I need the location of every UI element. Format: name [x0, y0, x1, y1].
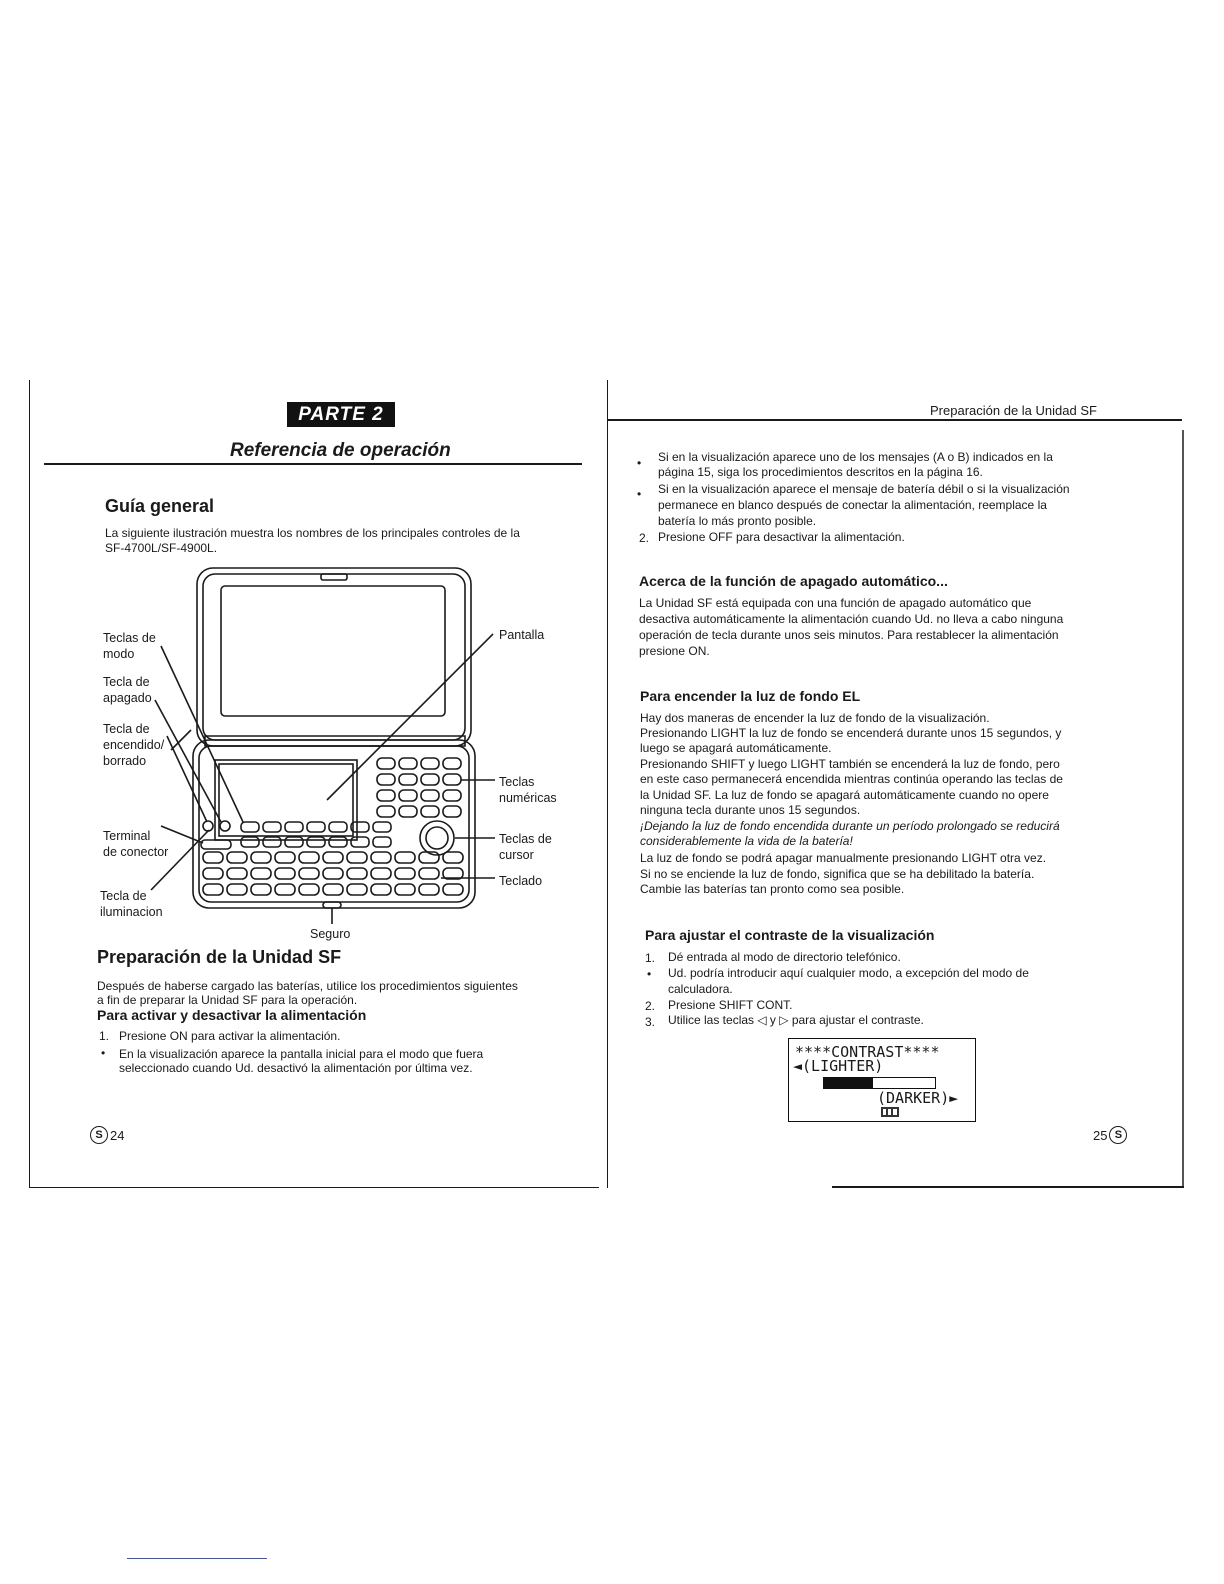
label-teclas-cursor: cursor: [499, 848, 534, 862]
guia-text-line: La siguiente ilustración muestra los nombres de los principales controles de la: [105, 526, 520, 540]
page-number-text: 25: [1093, 1127, 1108, 1143]
luz-line: Presionando SHIFT y luego LIGHT también se encenderá la luz de fondo, pero: [640, 757, 1060, 771]
luz-warning-line: ¡Dejando la luz de fondo encendida durante un período prolongado se reducirá: [640, 819, 1060, 833]
step-number: 3.: [645, 1015, 656, 1029]
bottom-link-line: [127, 1558, 267, 1559]
label-teclas-numericas: Teclas: [499, 775, 535, 789]
contraste-step-1: Dé entrada al modo de directorio telefónico.: [668, 950, 901, 964]
label-pantalla: Pantalla: [499, 628, 545, 642]
contraste-heading: Para ajustar el contraste de la visualización: [645, 927, 935, 943]
guia-general-heading: Guía general: [105, 496, 215, 516]
luz-line: Si no se enciende la luz de fondo, significa que se ha debilitado la batería.: [640, 867, 1035, 881]
running-header: Preparación de la Unidad SF: [930, 403, 1097, 418]
right-header-rule: [607, 419, 1182, 421]
luz-line: Hay dos maneras de encender la luz de fondo de la visualización.: [640, 711, 990, 725]
luz-line: ninguna tecla durante unos 15 segundos.: [640, 803, 861, 817]
device-illustration: [95, 560, 575, 950]
right-bullet-line: batería lo más pronto posible.: [658, 514, 817, 528]
bullet: •: [647, 967, 652, 981]
right-bullet-line: permanece en blanco después de conectar la alimentación, reemplace la: [658, 498, 1047, 512]
luz-line: La luz de fondo se podrá apagar manualmente presionando LIGHT otra vez.: [640, 851, 1047, 865]
activar-bullet-line: seleccionado cuando Ud. desactivó la alimentación por última vez.: [119, 1061, 473, 1075]
bullet: •: [637, 456, 642, 470]
label-tecla-apagado: Tecla de: [103, 675, 150, 689]
prep-text-line: Después de haberse cargado las baterías, utilice los procedimientos siguientes: [97, 979, 518, 993]
luz-heading: Para encender la luz de fondo EL: [640, 688, 861, 704]
label-terminal-conector: Terminal: [103, 829, 151, 843]
label-tecla-encendido: borrado: [103, 754, 147, 768]
page-symbol: S: [1109, 1126, 1127, 1144]
luz-warning-line: considerablemente la vida de la batería!: [640, 834, 853, 848]
contrast-lcd-display: [788, 1038, 976, 1122]
luz-line: Presionando LIGHT la luz de fondo se encenderá durante unos 15 segundos, y: [640, 726, 1062, 740]
right-bullet-line: Si en la visualización aparece uno de los mensajes (A o B) indicados en la: [658, 450, 1053, 464]
activar-step-1: Presione ON para activar la alimentación.: [119, 1029, 341, 1043]
label-teclado: Teclado: [499, 874, 543, 888]
page-number-text: 24: [110, 1127, 125, 1143]
lcd-line-lighter: ◄(LIGHTER): [793, 1057, 884, 1075]
label-terminal-conector: de conector: [103, 845, 169, 859]
center-fold: [607, 380, 608, 1188]
label-teclas-modo: Teclas de: [103, 631, 156, 645]
prep-heading: Preparación de la Unidad SF: [97, 947, 342, 967]
left-page-number: [90, 1126, 124, 1144]
contrast-level-fill: [823, 1078, 873, 1088]
label-tecla-iluminacion: Tecla de: [100, 889, 147, 903]
step-number: 2.: [645, 999, 656, 1013]
contrast-level-bar: [823, 1077, 936, 1089]
label-teclas-modo: modo: [103, 647, 135, 661]
lcd-mode-icon: [881, 1107, 899, 1117]
left-page-bottom-border: [29, 1187, 599, 1188]
right-bullet-line: página 15, siga los procedimientos descritos en la página 16.: [658, 465, 983, 479]
step-number: 2.: [639, 531, 650, 545]
luz-line: en este caso permanecerá encendida mientras continúa operando las teclas de: [640, 772, 1063, 786]
label-teclas-cursor: Teclas de: [499, 832, 552, 846]
activar-bullet-line: En la visualización aparece la pantalla inicial para el modo que fuera: [119, 1047, 484, 1061]
page-symbol: S: [90, 1126, 108, 1144]
lcd-line-title: ****CONTRAST****: [795, 1043, 940, 1061]
section-title: Referencia de operación: [230, 440, 451, 461]
luz-line: la Unidad SF. La luz de fondo se apagará automáticamente cuando no opere: [640, 788, 1049, 802]
step-2: Presione OFF para desactivar la alimentación.: [658, 530, 905, 544]
right-bullet-line: Si en la visualización aparece el mensaje de batería débil o si la visualización: [658, 482, 1070, 496]
label-tecla-apagado: apagado: [103, 691, 152, 705]
right-page-bottom-border: [832, 1186, 1184, 1188]
activar-heading: Para activar y desactivar la alimentación: [97, 1007, 367, 1023]
luz-line: luego se apagará automáticamente.: [640, 741, 832, 755]
label-tecla-encendido: Tecla de: [103, 722, 150, 736]
bullet: •: [637, 487, 642, 501]
label-teclas-numericas: numéricas: [499, 791, 557, 805]
luz-line: Cambie las baterías tan pronto como sea posible.: [640, 882, 905, 896]
lcd-line-darker: (DARKER)►: [877, 1089, 959, 1107]
label-tecla-encendido: encendido/: [103, 738, 165, 752]
apagado-line: operación de tecla durante unos seis minutos. Para restablecer la alimentación: [639, 628, 1059, 642]
left-page-border: [29, 380, 30, 1188]
bullet: •: [101, 1046, 106, 1060]
apagado-heading: Acerca de la función de apagado automático...: [639, 573, 948, 589]
right-page-border: [1182, 430, 1184, 1186]
contraste-step-3: Utilice las teclas ◁ y ▷ para ajustar el contraste.: [668, 1013, 924, 1027]
apagado-line: presione ON.: [639, 644, 710, 658]
left-header-rule: [44, 463, 582, 465]
step-number: 1.: [645, 951, 656, 965]
guia-text-line: SF-4700L/SF-4900L.: [105, 541, 218, 555]
contraste-bullet-line: Ud. podría introducir aquí cualquier modo, a excepción del modo de: [668, 966, 1029, 980]
contraste-step-2: Presione SHIFT CONT.: [668, 998, 793, 1012]
contraste-bullet-line: calculadora.: [668, 982, 733, 996]
label-seguro: Seguro: [310, 927, 351, 941]
parte-banner: PARTE 2: [287, 402, 395, 427]
prep-text-line: a fin de preparar la Unidad SF para la operación.: [97, 993, 358, 1007]
right-page-number: [1093, 1126, 1127, 1144]
apagado-line: La Unidad SF está equipada con una función de apagado automático que: [639, 596, 1032, 610]
apagado-line: desactiva automáticamente la alimentación cuando Ud. no lleva a cabo ninguna: [639, 612, 1064, 626]
label-tecla-iluminacion: iluminacion: [100, 905, 163, 919]
step-number: 1.: [99, 1029, 110, 1043]
